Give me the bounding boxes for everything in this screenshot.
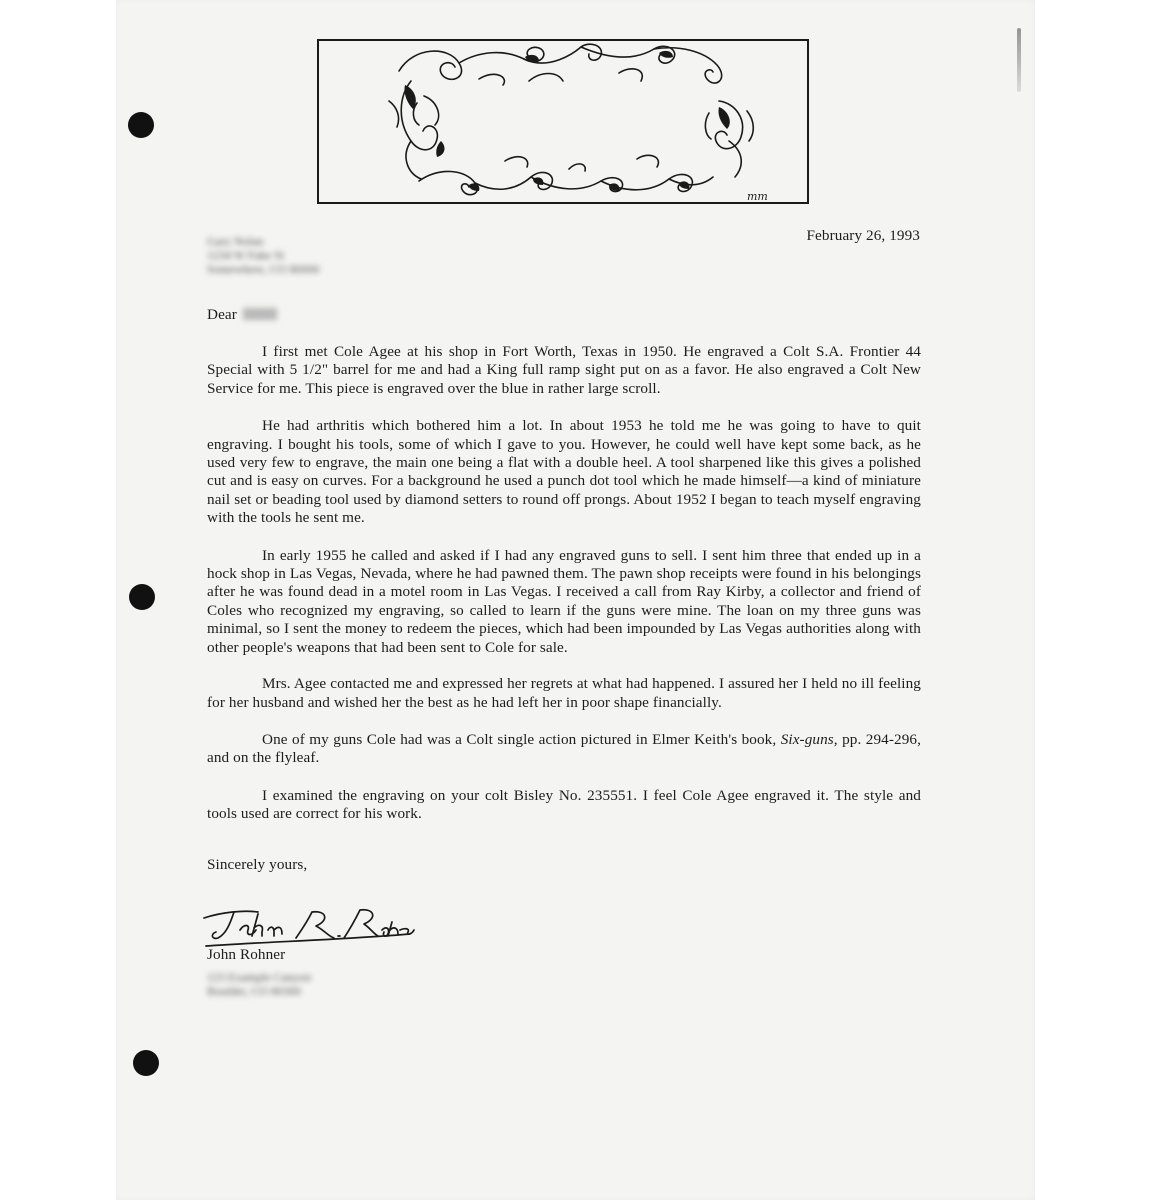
book-title: Six-guns [780, 730, 834, 748]
body-paragraph: He had arthritis which bothered him a lot. In about 1953 he told me he was going to have to quit engraving. I bought his tools, some of which I gave to you. However, he could well have kept some back, as he used very few to engrave, the main one being a flat with a double heel. A tool sharpened like this gives a polished cut and is easy on curves. For a background he used a punch dot tool which he made himself—a kind of miniature nail set or beading tool used by diamond setters to round off prongs. About 1952 I began to teach myself engraving with the tools he sent me. [207, 417, 921, 527]
signer-address-line: 123 Example Canyon [207, 970, 311, 984]
binder-hole-bottom [133, 1050, 159, 1076]
artist-initials: mm [747, 190, 768, 203]
letter-body [207, 343, 921, 843]
scan-edge-mark [1017, 28, 1021, 92]
signer-address-line: Boulder, CO 80300 [207, 984, 301, 998]
signer-address-redacted [207, 970, 311, 998]
binder-hole-middle [129, 584, 155, 610]
salutation-text: Dear [207, 306, 237, 323]
recipient-address-line: Somewhere, CO 80000 [207, 262, 320, 276]
body-paragraph [207, 731, 921, 768]
scroll-engraving-icon [319, 41, 807, 202]
body-paragraph: In early 1955 he called and asked if I had any engraved guns to sell. I sent him three that ended up in a hock shop in Las Vegas, Nevada, where he had pawned them. The pawn shop receipts were found in his belongings after he was found dead in a motel room in Las Vegas. I received a call from Ray Kirby, a collector and friend of Coles who recognized my engraving, so called to learn if the guns were mine. The loan on my three guns was minimal, so I sent the money to redeem the pieces, which had been impounded by Las Vegas authorities along with other people's weapons that had been sent to Cole for sale. [207, 546, 921, 656]
letter-date: February 26, 1993 [806, 227, 920, 244]
body-text-span: , pp. 294-296, and on the flyleaf. [207, 730, 921, 767]
recipient-name-redacted [243, 308, 277, 320]
body-text-span: One of my guns Cole had was a Colt single action pictured in Elmer Keith's book, [262, 730, 777, 748]
recipient-address-line: Gary Nolan [207, 234, 264, 248]
letterhead-engraving-frame [317, 39, 809, 204]
binder-hole-top [128, 112, 154, 138]
body-paragraph: I examined the engraving on your colt Bisley No. 235551. I feel Cole Agee engraved it. The style and tools used are correct for his work. [207, 786, 921, 823]
signature-icon [200, 900, 415, 950]
body-paragraph: I first met Cole Agee at his shop in Fort Worth, Texas in 1950. He engraved a Colt S.A. Frontier 44 Special with 5 1/2" barrel for me and had a King full ramp sight put on as a favor. He also engraved a Colt New Service for me. This piece is engraved over the blue in rather large scroll. [207, 343, 921, 397]
recipient-address-redacted [207, 234, 319, 276]
closing: Sincerely yours, [207, 856, 308, 873]
recipient-address-line: 1234 W Fake St [207, 248, 285, 262]
signer-name: John Rohner [207, 946, 286, 963]
body-paragraph: Mrs. Agee contacted me and expressed her regrets at what had happened. I assured her I held no ill feeling for her husband and wished her the best as he had left her in poor shape financially. [207, 675, 921, 711]
salutation [207, 306, 277, 324]
